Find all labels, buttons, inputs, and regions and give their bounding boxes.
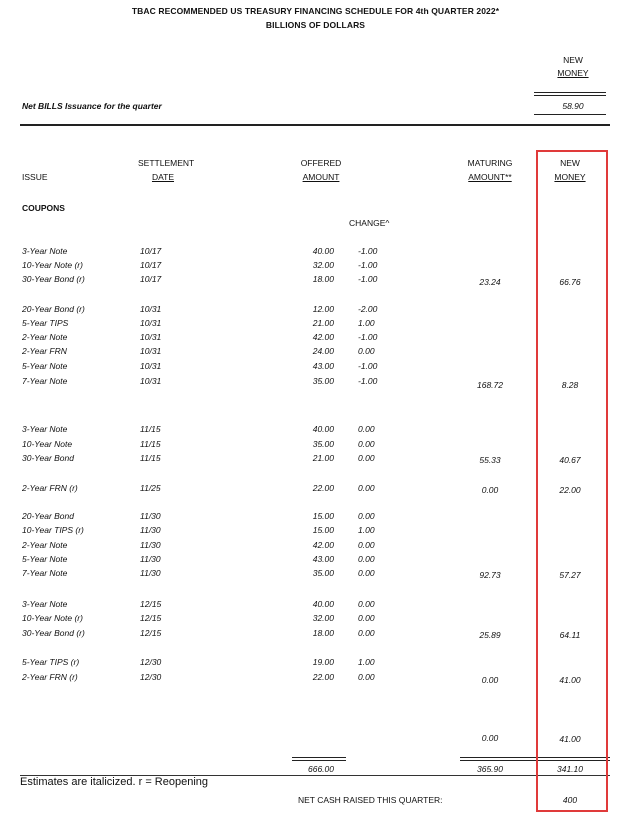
bills-double-rule-top <box>534 92 606 93</box>
extra-new-money-value: 41.00 <box>559 734 581 744</box>
top-new-money-header-line2: MONEY <box>557 68 589 78</box>
top-new-money-header-line1: NEW <box>563 55 583 65</box>
row-issue-name: 30-Year Bond (r) <box>22 628 85 638</box>
row-settlement-date: 11/30 <box>140 540 161 550</box>
row-maturing-amount: 0.00 <box>481 485 499 495</box>
row-new-money: 64.11 <box>559 630 581 640</box>
row-offered-amount: 42.00 <box>312 540 334 550</box>
row-change: -1.00 <box>358 246 378 256</box>
extra-maturing-value: 0.00 <box>481 733 499 743</box>
row-offered-amount: 24.00 <box>312 346 334 356</box>
bills-double-rule-bottom <box>534 95 606 96</box>
row-change: 0.00 <box>358 346 375 356</box>
row-new-money: 40.67 <box>559 455 581 465</box>
row-change: -1.00 <box>358 376 378 386</box>
row-settlement-date: 11/15 <box>140 424 161 434</box>
row-maturing-amount: 23.24 <box>479 277 501 287</box>
row-settlement-date: 11/15 <box>140 453 161 463</box>
row-settlement-date: 11/30 <box>140 554 161 564</box>
row-settlement-date: 12/15 <box>140 613 162 623</box>
row-offered-amount: 19.00 <box>312 657 334 667</box>
coupons-section-label: COUPONS <box>22 203 65 213</box>
row-maturing-amount: 0.00 <box>481 675 499 685</box>
row-new-money: 66.76 <box>559 277 581 287</box>
row-offered-amount: 22.00 <box>312 672 334 682</box>
row-new-money: 8.28 <box>561 380 579 390</box>
offered-header-line1: OFFERED <box>300 158 342 168</box>
row-offered-amount: 35.00 <box>312 568 334 578</box>
row-issue-name: 5-Year Note <box>22 361 68 371</box>
row-issue-name: 2-Year Note <box>22 540 68 550</box>
row-issue-name: 5-Year Note <box>22 554 68 564</box>
offered-amount-header: AMOUNT <box>302 172 340 182</box>
row-new-money: 41.00 <box>559 675 581 685</box>
row-issue-name: 10-Year Note <box>22 439 73 449</box>
footnote: Estimates are italicized. r = Reopening <box>20 776 209 788</box>
row-new-money: 57.27 <box>559 570 581 580</box>
row-maturing-amount: 55.33 <box>479 455 501 465</box>
new-money-highlight-box <box>536 150 608 812</box>
change-header: CHANGE^ <box>349 218 390 228</box>
row-change: -1.00 <box>358 361 378 371</box>
issue-column-header: ISSUE <box>22 172 48 182</box>
row-change: -1.00 <box>358 332 378 342</box>
document-subtitle: BILLIONS OF DOLLARS <box>265 20 366 30</box>
row-settlement-date: 10/31 <box>140 318 162 328</box>
row-change: -2.00 <box>358 304 378 314</box>
row-maturing-amount: 25.89 <box>479 630 501 640</box>
row-issue-name: 7-Year Note <box>22 568 68 578</box>
row-offered-amount: 15.00 <box>312 511 334 521</box>
row-issue-name: 5-Year TIPS (r) <box>22 657 80 667</box>
row-issue-name: 2-Year FRN (r) <box>22 672 78 682</box>
row-change: 0.00 <box>358 540 375 550</box>
row-settlement-date: 11/30 <box>140 568 161 578</box>
row-issue-name: 3-Year Note <box>22 599 68 609</box>
row-offered-amount: 42.00 <box>312 332 334 342</box>
row-maturing-amount: 168.72 <box>477 380 503 390</box>
row-offered-amount: 35.00 <box>312 376 334 386</box>
row-offered-amount: 40.00 <box>312 599 334 609</box>
section-divider <box>20 124 610 126</box>
row-change: 0.00 <box>358 511 375 521</box>
row-change: 1.00 <box>358 525 375 535</box>
row-change: -1.00 <box>358 260 378 270</box>
row-settlement-date: 11/25 <box>140 483 161 493</box>
bills-underline <box>534 114 606 115</box>
row-issue-name: 2-Year Note <box>22 332 68 342</box>
row-issue-name: 2-Year FRN (r) <box>22 483 78 493</box>
row-offered-amount: 18.00 <box>312 628 334 638</box>
row-change: 0.00 <box>358 672 375 682</box>
row-settlement-date: 10/31 <box>140 346 162 356</box>
row-offered-amount: 21.00 <box>312 453 334 463</box>
row-change: 1.00 <box>358 657 375 667</box>
row-settlement-date: 10/31 <box>140 376 162 386</box>
offered-total-rule-bottom <box>292 760 346 761</box>
document-title: TBAC RECOMMENDED US TREASURY FINANCING SCHEDULE FOR 4th QUARTER 2022* <box>131 6 500 16</box>
row-settlement-date: 11/30 <box>140 511 161 521</box>
row-change: 0.00 <box>358 599 375 609</box>
row-offered-amount: 35.00 <box>312 439 334 449</box>
row-offered-amount: 32.00 <box>312 260 334 270</box>
row-change: 0.00 <box>358 554 375 564</box>
settlement-header-line1: SETTLEMENT <box>138 158 195 168</box>
row-change: 0.00 <box>358 628 375 638</box>
new-money-header: MONEY <box>554 172 586 182</box>
maturing-total: 365.90 <box>477 764 503 774</box>
bills-issuance-label: Net BILLS Issuance for the quarter <box>22 101 162 111</box>
row-change: 0.00 <box>358 613 375 623</box>
row-settlement-date: 12/30 <box>140 672 162 682</box>
row-issue-name: 5-Year TIPS <box>22 318 69 328</box>
row-offered-amount: 21.00 <box>312 318 334 328</box>
row-settlement-date: 11/15 <box>140 439 161 449</box>
row-change: 1.00 <box>358 318 375 328</box>
row-offered-amount: 22.00 <box>312 483 334 493</box>
row-offered-amount: 43.00 <box>312 554 334 564</box>
net-cash-value: 400 <box>562 795 578 805</box>
row-offered-amount: 40.00 <box>312 424 334 434</box>
row-issue-name: 30-Year Bond (r) <box>22 274 85 284</box>
row-maturing-amount: 92.73 <box>479 570 501 580</box>
row-settlement-date: 10/17 <box>140 274 162 284</box>
maturing-amount-header: AMOUNT** <box>468 172 512 182</box>
row-issue-name: 10-Year TIPS (r) <box>22 525 84 535</box>
row-settlement-date: 10/17 <box>140 260 162 270</box>
row-issue-name: 20-Year Bond (r) <box>22 304 85 314</box>
row-settlement-date: 12/30 <box>140 657 162 667</box>
bills-issuance-value: 58.90 <box>562 101 584 111</box>
row-settlement-date: 10/31 <box>140 361 162 371</box>
row-offered-amount: 43.00 <box>312 361 334 371</box>
row-issue-name: 2-Year FRN <box>22 346 67 356</box>
row-settlement-date: 12/15 <box>140 599 162 609</box>
row-change: 0.00 <box>358 453 375 463</box>
row-issue-name: 10-Year Note (r) <box>22 260 83 270</box>
row-change: 0.00 <box>358 483 375 493</box>
row-change: -1.00 <box>358 274 378 284</box>
maturing-header-line1: MATURING <box>467 158 513 168</box>
row-issue-name: 10-Year Note (r) <box>22 613 83 623</box>
row-offered-amount: 18.00 <box>312 274 334 284</box>
offered-total: 666.00 <box>308 764 334 774</box>
row-offered-amount: 32.00 <box>312 613 334 623</box>
row-settlement-date: 10/31 <box>140 304 162 314</box>
row-settlement-date: 10/31 <box>140 332 162 342</box>
row-settlement-date: 10/17 <box>140 246 162 256</box>
row-settlement-date: 12/15 <box>140 628 162 638</box>
row-issue-name: 20-Year Bond <box>22 511 74 521</box>
row-issue-name: 3-Year Note <box>22 424 68 434</box>
row-offered-amount: 12.00 <box>312 304 334 314</box>
row-offered-amount: 40.00 <box>312 246 334 256</box>
row-settlement-date: 11/30 <box>140 525 161 535</box>
row-offered-amount: 15.00 <box>312 525 334 535</box>
settlement-date-header: DATE <box>151 172 175 182</box>
new-money-header-line1: NEW <box>560 158 580 168</box>
row-change: 0.00 <box>358 424 375 434</box>
row-change: 0.00 <box>358 439 375 449</box>
new-money-total: 341.10 <box>557 764 583 774</box>
offered-total-rule-top <box>292 757 346 758</box>
row-change: 0.00 <box>358 568 375 578</box>
row-issue-name: 7-Year Note <box>22 376 68 386</box>
row-issue-name: 3-Year Note <box>22 246 68 256</box>
net-cash-label: NET CASH RAISED THIS QUARTER: <box>298 795 443 805</box>
row-new-money: 22.00 <box>559 485 581 495</box>
row-issue-name: 30-Year Bond <box>22 453 74 463</box>
